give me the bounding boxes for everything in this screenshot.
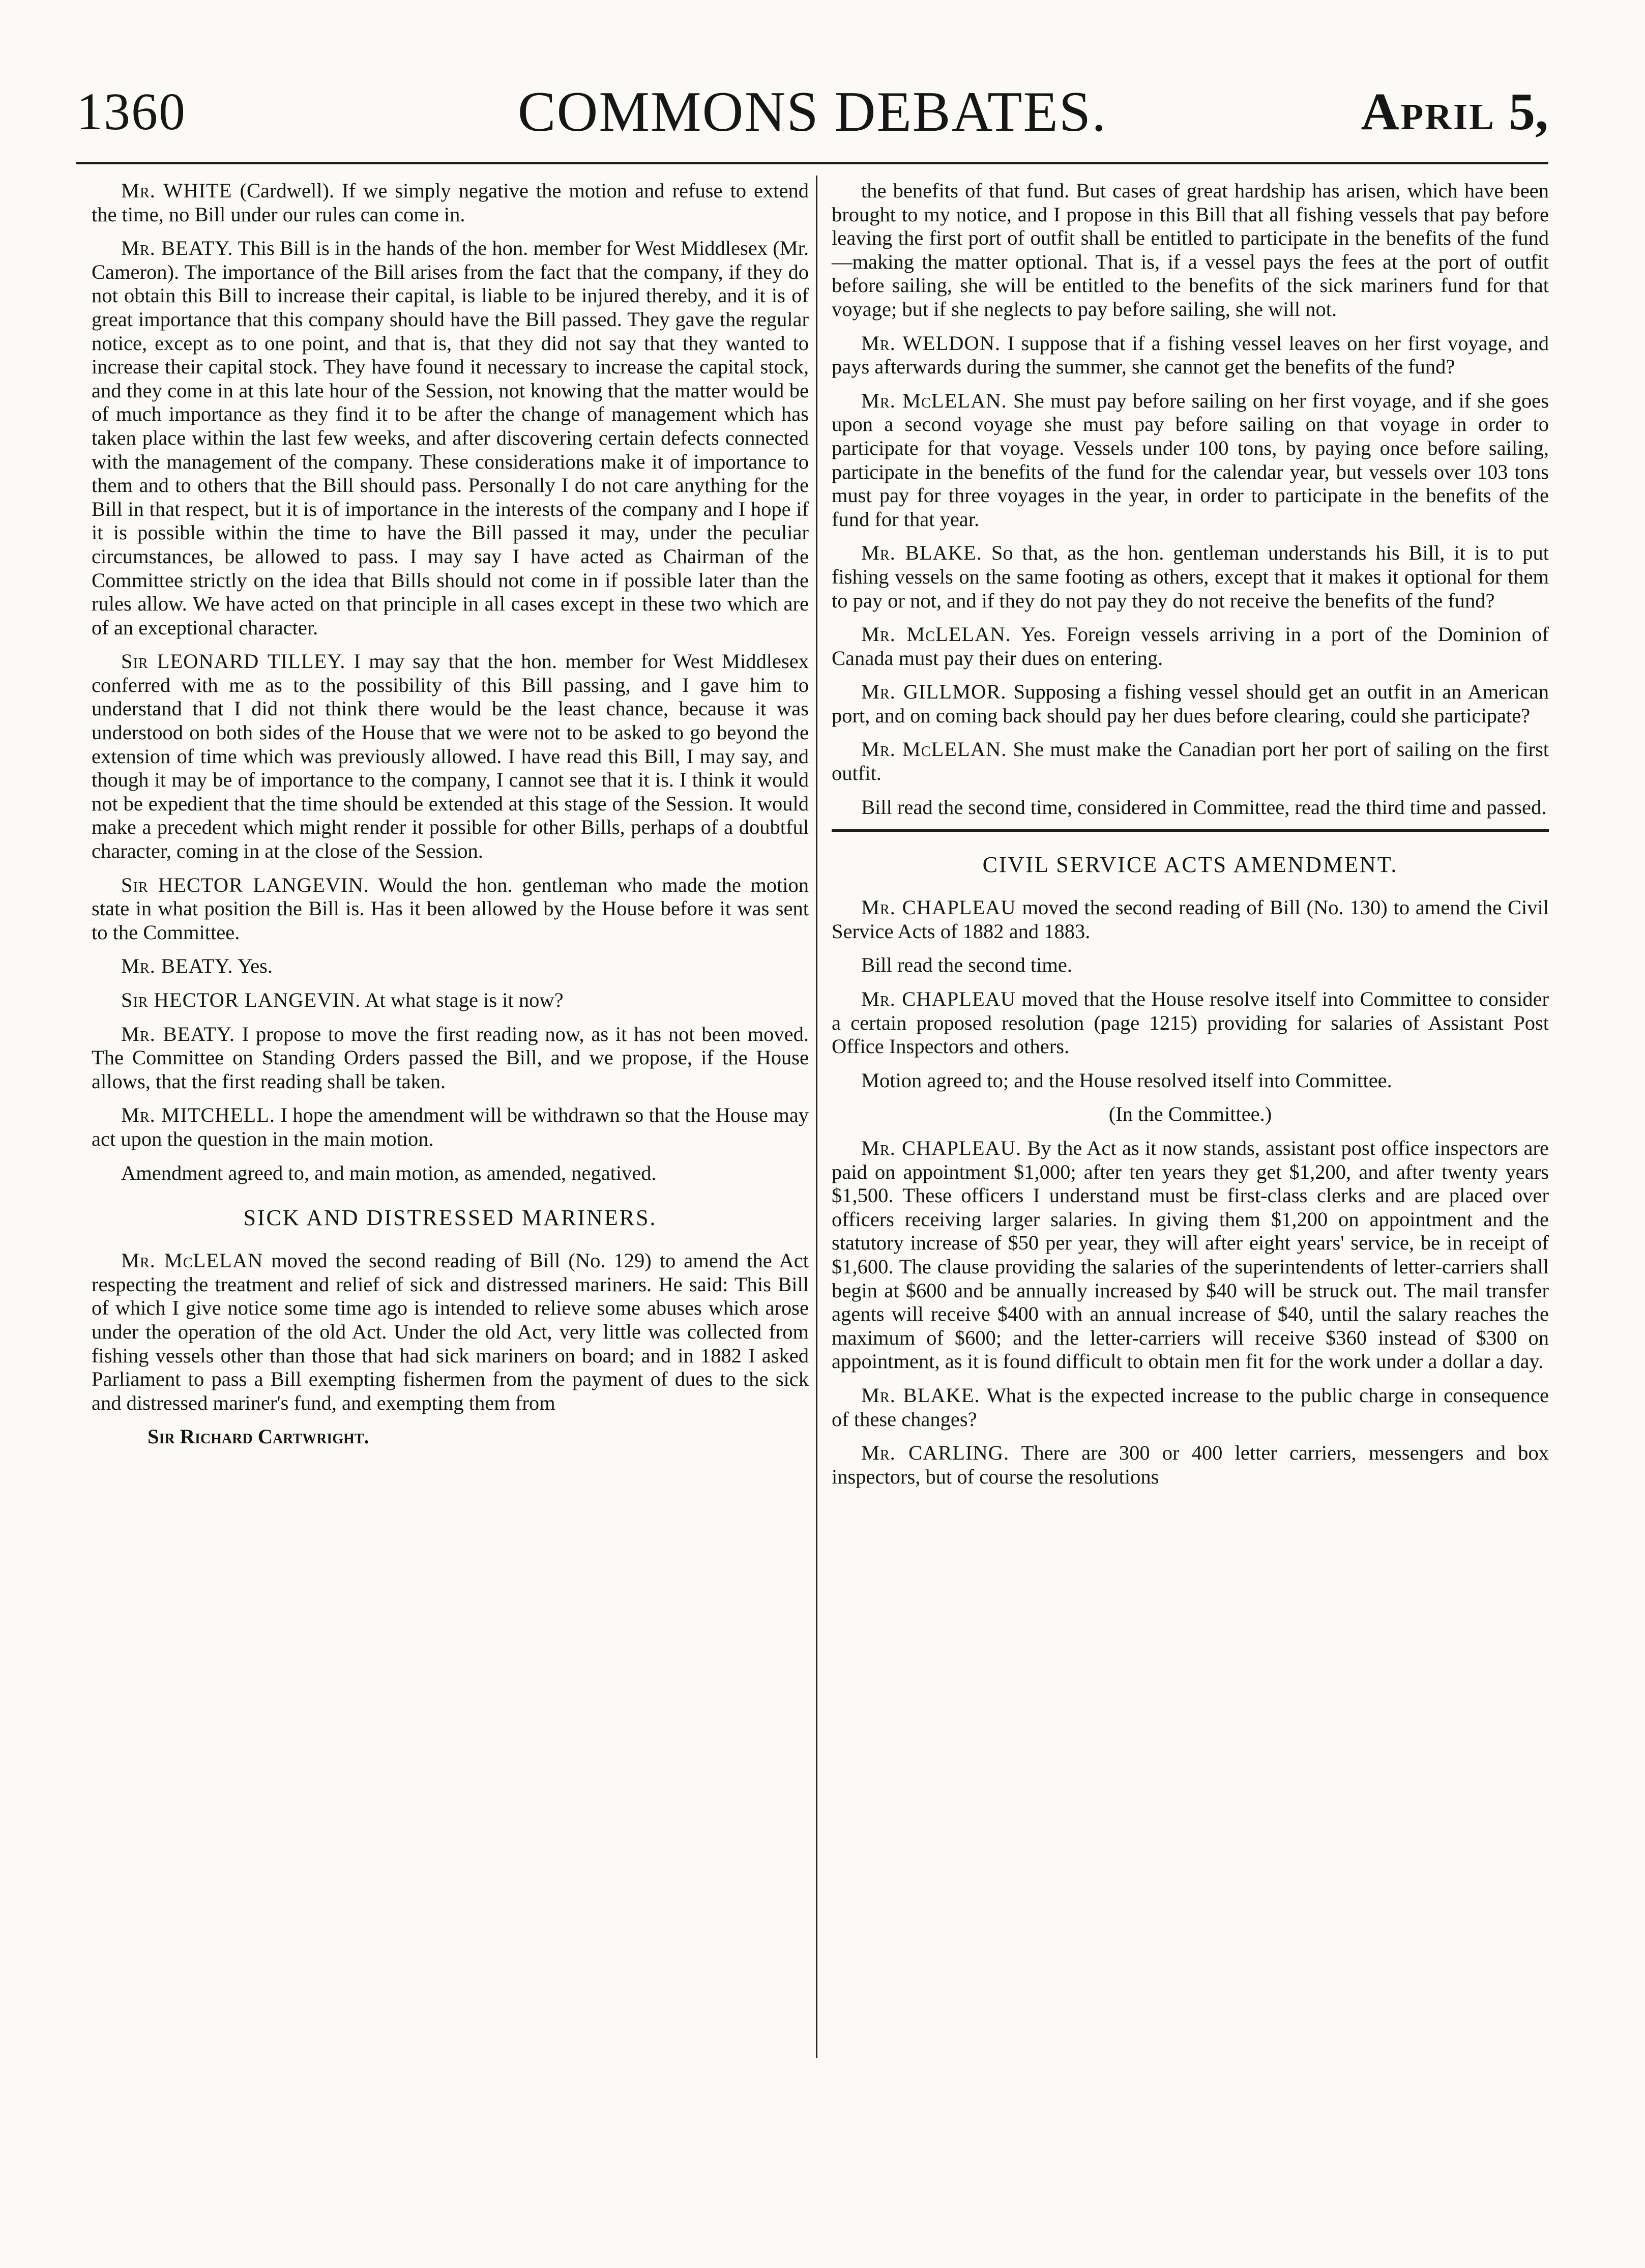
debate-paragraph xyxy=(832,332,1549,379)
paragraph-text: So that, as the hon. gentleman understands his Bill, it is to put fishing vessels on the same footing as others, except that it makes it optional for them to pay or not, and if they do not pay they do not receive the benefits of the fund? xyxy=(832,541,1549,612)
footer-note-text: Sir Richard Cartwright. xyxy=(148,1425,369,1448)
paragraph-text: moved that the House resolve itself into Committee to consider a certain proposed resolution (page 1215) providing for salaries of Assistant Post Office Inspectors and others. xyxy=(832,987,1549,1058)
section-heading-sick-mariners: SICK AND DISTRESSED MARINERS. xyxy=(243,1205,657,1231)
speaker-name: Sir HECTOR LANGEVIN. xyxy=(121,873,369,896)
debate-paragraph xyxy=(832,738,1549,785)
speaker-name: Mr. MITCHELL. xyxy=(121,1103,276,1127)
right-paragraphs-c xyxy=(832,1137,1549,1489)
speaker-name: Mr. WHITE xyxy=(121,179,232,202)
paragraph-text: She must pay before sailing on her first voyage, and if she goes upon a second voyage she must pay before sailing on that voyage in order to participate for that voyage. Vessels under 100 tons, by paying once before sailing, participate in the benefits of the fund for the calendar year, but vessels over 103 tons must pay for three voyages in the year, in order to participate in the benefits of the fund for that year. xyxy=(832,389,1549,531)
paragraph-text: I suppose that if a fishing vessel leaves on her first voyage, and pays afterwards during the summer, she cannot get the benefits of the fund? xyxy=(832,331,1549,379)
paragraph-text: moved the second reading of Bill (No. 130) to amend the Civil Service Acts of 1882 and 1883. xyxy=(832,896,1549,943)
speaker-name: Mr. McLELAN. xyxy=(861,389,1007,412)
speaker-name: Mr. CHAPLEAU xyxy=(861,987,1016,1011)
debate-paragraph xyxy=(92,954,809,978)
page-number: 1360 xyxy=(76,82,186,141)
paragraph-text: I hope the amendment will be withdrawn so that the House may act upon the question in the main motion. xyxy=(92,1103,809,1150)
paragraph-text: I may say that the hon. member for West Middlesex conferred with me as to the possibility of this Bill passing, and I gave him to understand that I did not think there would be the least chance, because it was understood on both sides of the House that we were not to be asked to go beyond the extension of time which was previously allowed. I have read this Bill, I may say, and though it may be of importance to the company, I cannot see that it is. I think it would not be expedient that the time should be extended at this stage of the Session. It would make a precedent which might render it possible for other Bills, perhaps of a doubtful character, coming in at the close of the Session. xyxy=(92,650,809,863)
paragraph-text: the benefits of that fund. But cases of great hardship has arisen, which have been brought to my notice, and I propose in this Bill that all fishing vessels that pay before leaving the first port of outfit shall be entitled to participate in the benefits of the fund—making the matter optional. That is, if a vessel pays the fees at the port of outfit before sailing, she will be entitled to the benefits of the sick mariners fund for that voyage; but if she neglects to pay before sailing, she will not. xyxy=(832,179,1549,321)
paragraph-text: Yes. xyxy=(233,954,273,978)
paragraph-text: Yes. Foreign vessels arriving in a port of the Dominion of Canada must pay their dues on entering. xyxy=(832,623,1549,670)
debate-paragraph xyxy=(832,896,1549,943)
speaker-name: Mr. BEATY. xyxy=(121,954,233,978)
debate-paragraph xyxy=(92,874,809,945)
paragraph-text: Would the hon. gentleman who made the motion state in what position the Bill is. Has it been allowed by the House before it was sent to the Committee. xyxy=(92,873,809,944)
footer-note xyxy=(148,1425,809,1449)
debate-paragraph xyxy=(832,1069,1549,1093)
paragraph-text: I propose to move the first reading now, as it has not been moved. The Committee on Standing Orders passed the Bill, and we propose, if the House allows, that the first reading shall be taken. xyxy=(92,1022,809,1093)
section-heading-civil-service: CIVIL SERVICE ACTS AMENDMENT. xyxy=(982,852,1398,878)
speaker-name: Mr. McLELAN. xyxy=(861,738,1007,761)
paragraph-text: At what stage is it now? xyxy=(361,988,564,1011)
paragraph-text: Motion agreed to; and the House resolved itself into Committee. xyxy=(861,1068,1392,1092)
page-title: COMMONS DEBATES. xyxy=(517,80,1107,143)
paragraph-text: There are 300 or 400 letter carriers, messengers and box inspectors, but of course the resolutions xyxy=(832,1441,1549,1488)
paragraph-text: This Bill is in the hands of the hon. member for West Middlesex (Mr. Cameron). The importance of the Bill arises from the fact that the company, if they do not obtain this Bill to increase their capital, is liable to be injured thereby, and it is of great importance that this company should have the Bill passed. They gave the regular notice, except as to one point, and that is, that they did not say that they wanted to increase their capital stock. They have found it necessary to increase the capital stock, and they come in at this late hour of the Session, not knowing that the matter would be of much importance as they find it to be after the change of management which has taken place within the last few weeks, and after discovering certain defects connected with the management of the company. These considerations make it of importance to them and to others that the Bill should pass. Personally I do not care anything for the Bill in that respect, but it is of importance in the interests of the company and I hope if it is possible within the time to have the Bill passed it may, under the peculiar circumstances, be allowed to pass. I may say I have acted as Chairman of the Committee strictly on the idea that Bills should not come in if possible later than the rules allow. We have acted on that principle in all cases except in these two which are of an exceptional character. xyxy=(92,237,809,639)
debate-paragraph xyxy=(832,953,1549,977)
debate-paragraph xyxy=(832,389,1549,532)
debate-paragraph xyxy=(92,1023,809,1094)
speaker-name: Mr. BLAKE. xyxy=(861,541,982,565)
right-column xyxy=(832,179,1549,1499)
debate-paragraph xyxy=(92,1161,809,1185)
debate-paragraph xyxy=(832,541,1549,613)
speaker-name: Mr. CHAPLEAU. xyxy=(861,1137,1022,1159)
speaker-name: Mr. GILLMOR. xyxy=(861,680,1007,704)
paragraph-text: Bill read the second time. xyxy=(861,953,1073,977)
speaker-name: Mr. McLELAN xyxy=(121,1249,263,1272)
speaker-name: Sir HECTOR LANGEVIN. xyxy=(121,988,361,1011)
header-rule xyxy=(76,162,1548,164)
speaker-name: Mr. McLELAN. xyxy=(861,623,1011,646)
debate-paragraph xyxy=(832,796,1549,820)
paragraph-text: Amendment agreed to, and main motion, as amended, negatived. xyxy=(121,1161,657,1184)
debate-paragraph xyxy=(92,988,809,1012)
speaker-name: Mr. WELDON. xyxy=(861,331,1001,355)
debate-paragraph xyxy=(832,623,1549,670)
speaker-name: Mr. CARLING. xyxy=(861,1441,1010,1465)
debate-paragraph xyxy=(832,179,1549,322)
left-paragraphs-b xyxy=(92,1249,809,1415)
page-date-day: 5, xyxy=(1509,82,1548,141)
debate-paragraph xyxy=(92,1249,809,1415)
debate-paragraph xyxy=(832,1137,1549,1374)
speaker-name: Sir LEONARD TILLEY. xyxy=(121,650,346,673)
paragraph-text: moved the second reading of Bill (No. 129) to amend the Act respecting the treatment and relief of sick and distressed mariners. He said: This Bill of which I give notice some time ago is intended to relieve some abuses which arose under the operation of the old Act. Under the old Act, very little was collected from fishing vessels other than those that had sick mariners on board; and in 1882 I asked Parliament to pass a Bill exempting fishermen from the payment of dues to the sick and distressed mariner's fund, and exempting them from xyxy=(92,1249,809,1414)
paragraph-text: Supposing a fishing vessel should get an outfit in an American port, and on coming back should pay her dues before clearing, could she participate? xyxy=(832,680,1549,727)
speaker-name: Mr. BEATY. xyxy=(121,237,233,260)
page-date xyxy=(1361,76,1548,148)
debate-paragraph xyxy=(92,179,809,226)
paragraph-text: She must make the Canadian port her port of sailing on the first outfit. xyxy=(832,738,1549,785)
section-rule xyxy=(832,829,1549,832)
right-paragraphs-a xyxy=(832,179,1549,819)
speaker-name: Mr. BEATY. xyxy=(121,1022,235,1045)
speaker-name: Mr. CHAPLEAU xyxy=(861,896,1016,919)
debate-paragraph xyxy=(832,680,1549,728)
speaker-name: Mr. BLAKE. xyxy=(861,1383,980,1407)
committee-note: (In the Committee.) xyxy=(1108,1102,1272,1126)
debate-paragraph xyxy=(92,650,809,863)
debate-paragraph xyxy=(832,987,1549,1059)
paragraph-text: Bill read the second time, considered in Committee, read the third time and passed. xyxy=(861,795,1547,819)
page-header xyxy=(76,76,1548,148)
paragraph-text: (Cardwell). If we simply negative the motion and refuse to extend the time, no Bill under our rules can come in. xyxy=(92,179,809,226)
paragraph-text: What is the expected increase to the public charge in consequence of these changes? xyxy=(832,1383,1549,1431)
debate-paragraph xyxy=(92,237,809,639)
paragraph-text: By the Act as it now stands, assistant post office inspectors are paid on appointment $1,000; after ten years they get $1,200, and after twenty years $1,500. These officers I understand must be first-class clerks and are placed over officers receiving larger salaries. In giving them $1,200 on appointment and the statutory increase of $50 per year, they will after eight years' service, be in receipt of $1,600. The clause providing the salaries of the superintendents of letter-carriers shall begin at $600 and be annually increased by $40 will be struck out. The mail transfer agents will receive $400 with an annual increase of $40, until the salary reaches the maximum of $600; and the letter-carriers will receive $360 instead of $300 on appointment, as it is found difficult to obtain men fit for the work under a dollar a day. xyxy=(832,1137,1549,1373)
column-divider xyxy=(816,176,817,2058)
debate-paragraph xyxy=(832,1441,1549,1489)
left-column xyxy=(92,179,809,1449)
right-paragraphs-b xyxy=(832,896,1549,1092)
debate-paragraph xyxy=(832,1384,1549,1431)
debate-paragraph xyxy=(92,1103,809,1151)
page-date-month: April xyxy=(1361,82,1495,141)
left-paragraphs-a xyxy=(92,179,809,1185)
